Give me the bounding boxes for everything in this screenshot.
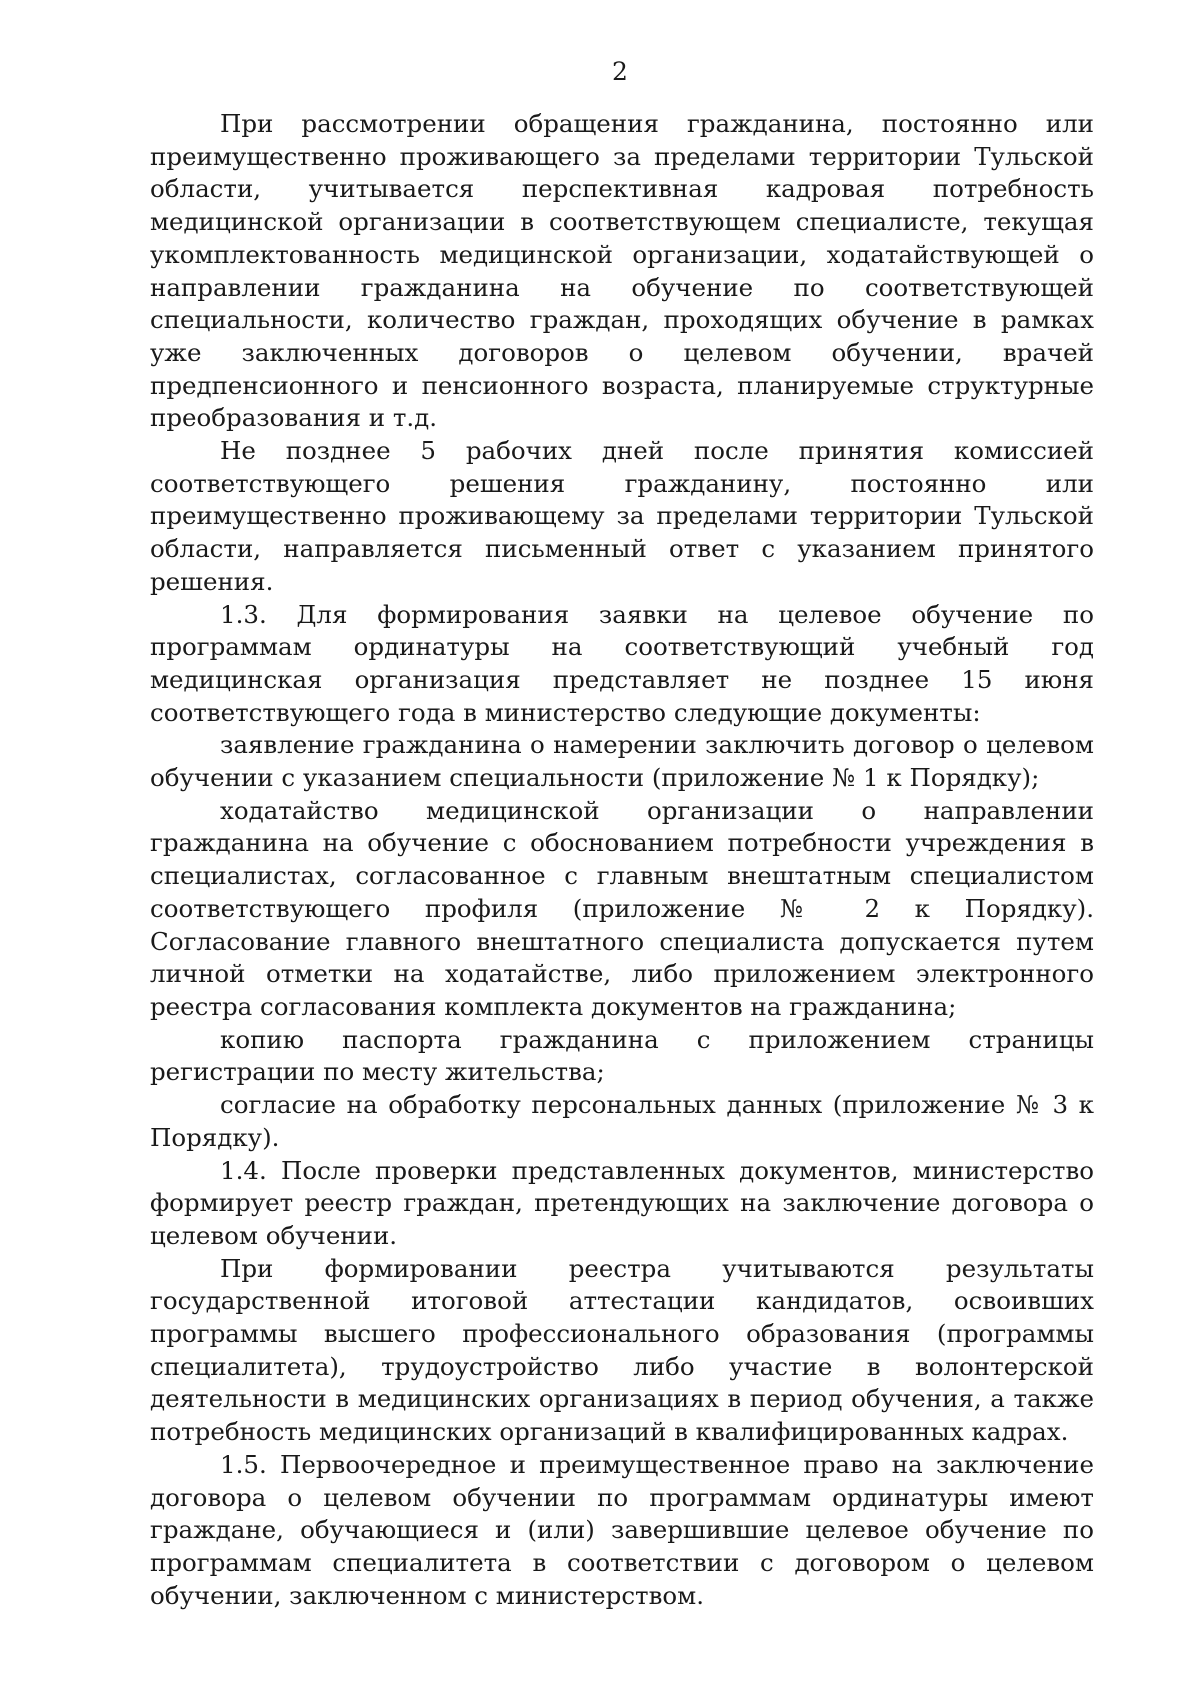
list-item-data-consent: согласие на обработку персональных данных (приложение № 3 к Порядку). — [150, 1090, 1094, 1152]
paragraph-written-response: Не позднее 5 рабочих дней после принятия комиссией соответствующего решения гражданину, постоянно или преимущественно проживающему за пределами территории Тульской области, направляется письменный ответ с указанием принятого решения. — [150, 436, 1094, 596]
document-body — [150, 108, 1094, 1612]
paragraph-registry-criteria: При формировании реестра учитываются результаты государственной итоговой аттестации кандидатов, освоивших программы высшего профессионального образования (программы специалитета), трудоустройство либо участие в волонтерской деятельности в медицинских организациях в период обучения, а также потребность медицинских организаций в квалифицированных кадрах. — [150, 1253, 1094, 1447]
paragraph-consideration-criteria: При рассмотрении обращения гражданина, постоянно или преимущественно проживающего за пределами территории Тульской области, учитывается перспективная кадровая потребность медицинской организации в соответствующем специалисте, текущая укомплектованность медицинской организации, ходатайствующей о направлении гражданина на обучение по соответствующей специальности, количество граждан, проходящих обучение в рамках уже заключенных договоров о целевом обучении, врачей предпенсионного и пенсионного возраста, планируемые структурные преобразования и т.д. — [150, 109, 1094, 433]
paragraph-section-1-5: 1.5. Первоочередное и преимущественное право на заключение договора о целевом обучении по программам ординатуры имеют граждане, обучающиеся и (или) завершившие целевое обучение по программам специалитета в соответствии с договором о целевом обучении, заключенном с министерством. — [150, 1449, 1094, 1610]
paragraph-section-1-4: 1.4. После проверки представленных документов, министерство формирует реестр граждан, претендующих на заключение договора о целевом обучении. — [150, 1155, 1094, 1250]
page-number: 2 — [612, 57, 628, 86]
list-item-application: заявление гражданина о намерении заключить договор о целевом обучении с указанием специальности (приложение № 1 к Порядку); — [150, 730, 1094, 793]
list-item-passport-copy: копию паспорта гражданина с приложением страницы регистрации по месту жительства; — [150, 1024, 1094, 1087]
paragraph-section-1-3: 1.3. Для формирования заявки на целевое обучение по программам ординатуры на соответствующий учебный год медицинская организация представляет не позднее 15 июня соответствующего года в министерство следующие документы: — [150, 599, 1094, 727]
list-item-petition: ходатайство медицинской организации о направлении гражданина на обучение с обоснованием потребности учреждения в специалистах, согласованное с главным внештатным специалистом соответствующего профиля (приложение № 2 к Порядку). Согласование главного внештатного специалиста допускается путем личной отметки на ходатайстве, либо приложением электронного реестра согласования комплекта документов на гражданина; — [150, 795, 1094, 1021]
